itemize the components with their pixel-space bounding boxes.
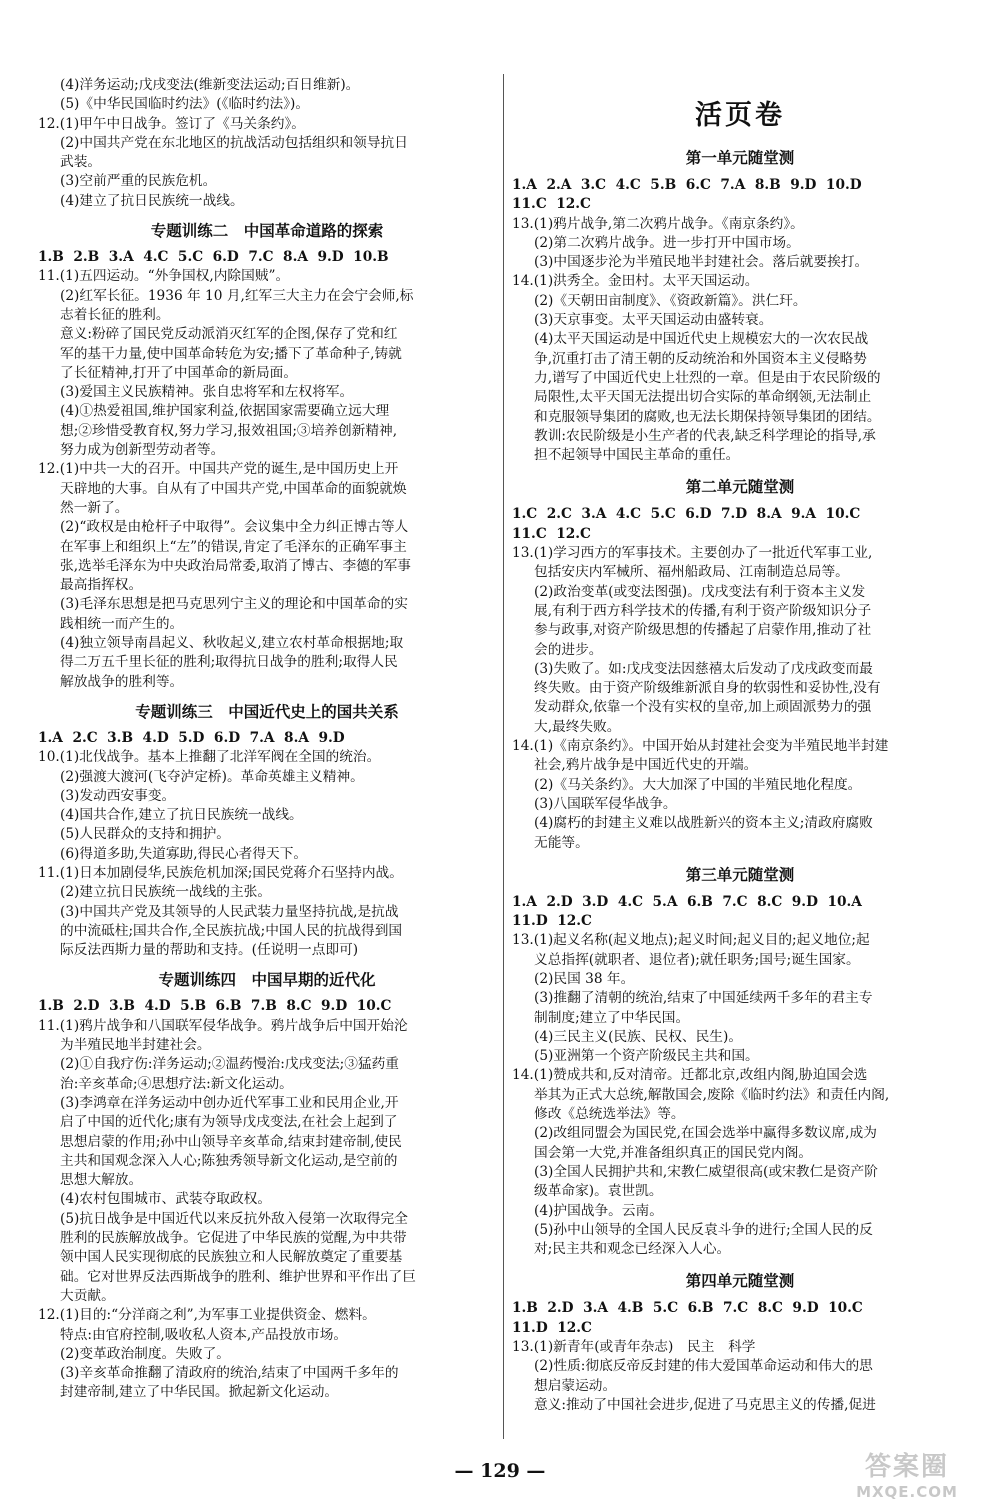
answer-line: 胜利的民族解放战争。它促进了中华民族的觉醒,为中共带 [60,1230,407,1247]
answer-line: 思想大解放。 [60,1172,143,1189]
answer-line: 际反法西斯力量的帮助和支持。(任说明一点即可) [60,942,359,959]
answer-line: (3)辛亥革命推翻了清政府的统治,结束了中国两千多年的 [60,1365,399,1382]
answer-line: (3)发动西安事变。 [60,787,176,804]
answer-line: 14.(1)《南京条约》。中国开始从封建社会变为半殖民地半封建 [512,738,889,755]
answer-line: 想启蒙运动。 [534,1377,617,1394]
answer-line: (2)中国共产党在东北地区的抗战活动包括组织和领导抗日 [60,134,408,151]
answer-line: 会的进步。 [534,641,603,658]
answer-line: (3)空前严重的民族危机。 [60,173,217,190]
answer-key-line: 1.A 2.D 3.D 4.C 5.A 6.B 7.C 8.C 9.D 10.A [512,893,862,910]
answer-line: (2)第二次鸦片战争。进一步打开中国市场。 [534,234,800,251]
answer-line: (2)“政权是由枪杆子中取得”。会议集中全力纠正博古等人 [60,519,409,536]
answer-line: (2)改组同盟会为国民党,在国会选举中赢得多数议席,成为 [534,1125,877,1142]
answer-line: 大贡献。 [60,1287,115,1304]
answer-line: 级革命家)。袁世凯。 [534,1183,663,1200]
answer-line: (2)红军长征。1936 年 10 月,红军三大主力在会宁会师,标 [60,287,414,304]
answer-line: 意义:推动了中国社会进步,促进了马克思主义的传播,促进 [534,1396,876,1413]
answer-line: (2)政治变革(或变法图强)。戊戌变法有利于资本主义发 [534,583,866,600]
answer-line: 践相统一而产生的。 [60,615,184,632]
answer-line: 展,有利于西方科学技术的传播,有利于资产阶级知识分子 [534,602,872,619]
answer-line: 义总指挥(就职者、退位者);就任职务;国号;诞生国家。 [534,951,860,968]
answer-line: 领中国人民实现彻底的民族独立和人民解放奠定了重要基 [60,1249,403,1266]
answer-key-line: 1.B 2.B 3.A 4.C 5.C 6.D 7.C 8.A 9.D 10.B [38,249,389,266]
answer-line: 和克服领导集团的腐败,也无法长期保持领导集团的团结。 [534,408,881,425]
answer-line: 特点:由官府控制,吸收私人资本,产品投放市场。 [60,1326,348,1343]
answer-line: 10.(1)北伐战争。基本上推翻了北洋军阀在全国的统治。 [38,749,381,766]
answer-line: (4)①热爱祖国,维护国家利益,依据国家需要确立远大理 [60,403,390,420]
answer-line: 在军事上和组织上“左”的错误,肯定了毛泽东的正确军事主 [60,538,407,555]
section-heading: 第二单元随堂测 [685,478,795,497]
answer-line: 发动群众,依靠一个没有实权的皇帝,加上顽固派势力的强 [534,699,872,716]
answer-line: (3)李鸿章在洋务运动中创办近代军事工业和民用企业,开 [60,1094,399,1111]
answer-line: (4)太平天国运动是中国近代史上规模宏大的一次农民战 [534,331,869,348]
answer-line: 国会第一大党,并准备组织真正的国民党内阁。 [534,1144,813,1161]
answer-line: 志着长征的胜利。 [60,306,170,323]
right-column [512,96,968,1415]
section-heading: 专题训练四 中国早期的近代化 [158,971,376,990]
answer-line: 社会,鸦片战争是中国近代史的开端。 [534,757,758,774]
answer-line: 为半殖民地半封建社会。 [60,1037,211,1054]
answer-line: (2)①自我疗伤:洋务运动;②温药慢治:戊戌变法;③猛药重 [60,1056,399,1073]
answer-line: 包括安庆内军械所、福州船政局、江南制造总局等。 [534,564,849,581]
answer-line: (5)亚洲第一个资产阶级民主共和国。 [534,1048,759,1065]
section-heading: 专题训练二 中国革命道路的探索 [150,222,384,241]
answer-line: 解放战争的胜利等。 [60,673,184,690]
answer-line: 制制度;建立了中华民国。 [534,1009,690,1026]
watermark-text: 答案圈 [864,1452,949,1482]
answer-line: 础。它对世界反法西斯战争的胜利、维护世界和平作出了巨 [60,1268,416,1285]
answer-line: (3)中国共产党及其领导的人民武装力量坚持抗战,是抗战 [60,903,399,920]
answer-line: 12.(1)目的:“分洋商之利”,为军事工业提供资金、燃料。 [38,1307,376,1324]
answer-line: (2)《天朝田亩制度》、《资政新篇》。洪仁玕。 [534,292,807,309]
answer-line: 11.(1)鸦片战争和八国联军侵华战争。鸦片战争后中国开始沦 [38,1017,408,1034]
answer-line: 力,谱写了中国近代史上壮烈的一章。但是由于农民阶级的 [534,369,881,386]
answer-line: 争,沉重打击了清王朝的反动统治和外国资本主义侵略势 [534,350,867,367]
answer-line: (6)得道多助,失道寡助,得民心者得天下。 [60,845,308,862]
answer-line: (2)性质:彻底反帝反封建的伟大爱国革命运动和伟大的思 [534,1358,873,1375]
answer-line: (2)民国 38 年。 [534,970,635,987]
answer-line: (2)建立抗日民族统一战线的主张。 [60,884,272,901]
section-heading: 第三单元随堂测 [685,865,795,884]
answer-line: (3)推翻了清朝的统治,结束了中国延续两千多年的君主专 [534,990,873,1007]
answer-line: (2)强渡大渡河(飞夺泸定桥)。革命英雄主义精神。 [60,768,364,785]
answer-line: (5)孙中山领导的全国人民反袁斗争的进行;全国人民的反 [534,1221,873,1238]
answer-line: 想;②珍惜受教育权,努力学习,报效祖国;③培养创新精神, [60,422,398,439]
answer-line: (5)人民群众的支持和拥护。 [60,826,230,843]
answer-line: (4)农村包围城市、武装夺取政权。 [60,1191,272,1208]
page-title: 活页卷 [695,100,785,131]
section-heading: 第一单元随堂测 [685,149,795,167]
answer-line: 然一新了。 [60,499,129,516]
section-heading: 第四单元随堂测 [685,1272,795,1291]
answer-line: (3)毛泽东思想是把马克思列宁主义的理论和中国革命的实 [60,596,408,613]
answer-line: 最高指挥权。 [60,577,143,594]
answer-line: 治:辛亥革命;④思想疗法:新文化运动。 [60,1075,293,1092]
answer-line: (4)国共合作,建立了抗日民族统一战线。 [60,807,303,824]
answer-line: 举其为正式大总统,解散国会,废除《临时约法》和责任内阁, [534,1086,890,1103]
answer-key-line: 11.D 12.C [512,913,592,930]
answer-line: (4)洋务运动;戊戌变法(维新变法运动;百日维新)。 [60,77,360,93]
answer-line: 局限性,太平天国无法提出切合实际的革命纲领,无法制止 [534,389,872,406]
answer-line: 13.(1)起义名称(起义地点);起义时间;起义目的;起义地位;起 [512,932,870,949]
answer-line: 14.(1)洪秀全。金田村。太平天国运动。 [512,273,759,290]
watermark-url: MXQE.COM [856,1483,958,1501]
answer-line: 无能等。 [534,834,589,851]
answer-line: 终失败。由于资产阶级维新派自身的软弱性和妥协性,没有 [534,680,881,697]
answer-line: 大,最终失败。 [534,718,621,735]
answer-key-line: 1.C 2.C 3.A 4.C 5.C 6.D 7.D 8.A 9.A 10.C [512,506,861,523]
answer-line: 张,选举毛泽东为中央政治局常委,取消了博古、李德的军事 [60,557,411,574]
left-column [38,76,496,1403]
section-heading: 专题训练三 中国近代史上的国共关系 [135,702,399,721]
answer-line: (3)中国逐步沦为半殖民地半封建社会。落后就要挨打。 [534,254,869,271]
answer-line: (3)天京事变。太平天国运动由盛转衰。 [534,312,773,329]
answer-line: 得二万五千里长征的胜利;取得抗日战争的胜利;取得人民 [60,654,398,671]
answer-line: 封建帝制,建立了中华民国。掀起新文化运动。 [60,1384,339,1401]
answer-line: 12.(1)中共一大的召开。中国共产党的诞生,是中国历史上开 [38,461,399,478]
answer-key-line: 11.C 12.C [512,196,591,213]
answer-line: 思想启蒙的作用;孙中山领导辛亥革命,结束封建帝制,使民 [60,1133,402,1150]
page-number: — 129 — [454,1460,546,1482]
answer-key-line: 11.C 12.C [512,525,591,542]
answer-key-line: 1.B 2.D 3.A 4.B 5.C 6.B 7.C 8.C 9.D 10.C [512,1300,863,1317]
answer-line: (4)护国战争。云南。 [534,1202,663,1219]
answer-line: 12.(1)甲午中日战争。签订了《马关条约》。 [38,115,305,132]
answer-line: 的中流砥柱;国共合作,全民族抗战;中国人民的抗战得到国 [60,922,403,939]
answer-line: 13.(1)新青年(或青年杂志) 民主 科学 [512,1339,756,1356]
answer-line: 13.(1)鸦片战争,第二次鸦片战争。《南京条约》。 [512,215,804,232]
answer-key-line: 11.D 12.C [512,1319,592,1336]
answer-line: 修改《总统选举法》等。 [534,1106,685,1123]
answer-line: 11.(1)日本加剧侵华,民族危机加深;国民党蒋介石坚持内战。 [38,864,403,881]
answer-line: 对;民主共和观念已经深入人心。 [534,1241,731,1258]
answer-line: 了长征精神,打开了中国革命的新局面。 [60,364,298,381]
answer-line: 13.(1)学习西方的军事技术。主要创办了一批近代军事工业, [512,545,873,562]
answer-line: 努力成为创新型劳动者等。 [60,442,225,459]
answer-line: 担不起领导中国民主革命的重任。 [534,447,740,464]
answer-line: (4)三民主义(民族、民权、民生)。 [534,1028,743,1045]
answer-key-line: 1.B 2.D 3.B 4.D 5.B 6.B 7.B 8.C 9.D 10.C [38,998,392,1015]
answer-line: 参与政事,对资产阶级思想的传播起了启蒙作用,推动了社 [534,622,872,639]
answer-line: 武装。 [60,154,102,171]
answer-line: (3)失败了。如:戊戌变法因慈禧太后发动了戊戌政变而最 [534,660,873,677]
answer-key-line: 1.A 2.C 3.B 4.D 5.D 6.D 7.A 8.A 9.D [38,729,345,746]
answer-line: (2)变革政治制度。失败了。 [60,1345,230,1362]
answer-line: 启了中国的近代化;康有为领导戊戌变法,在社会上起到了 [60,1114,398,1131]
column-divider [503,74,504,1439]
answer-line: (4)独立领导南昌起义、秋收起义,建立农村革命根据地;取 [60,635,404,652]
answer-line: 主共和国观念深入人心;陈独秀领导新文化运动,是空前的 [60,1152,398,1169]
answer-line: 11.(1)五四运动。“外争国权,内除国贼”。 [38,268,290,285]
answer-line: (4)建立了抗日民族统一战线。 [60,192,244,209]
watermark-logo [832,1446,982,1500]
answer-line: (4)腐朽的封建主义难以战胜新兴的资本主义;清政府腐败 [534,815,873,832]
answer-line: (5)《中华民国临时约法》(《临时约法》)。 [60,96,310,113]
answer-line: (5)抗日战争是中国近代以来反抗外敌入侵第一次取得完全 [60,1210,408,1227]
answer-line: 14.(1)赞成共和,反对清帝。迁都北京,改组内阁,胁迫国会选 [512,1067,868,1084]
answer-line: (3)爱国主义民族精神。张自忠将军和左权将军。 [60,384,354,401]
answer-key-line: 1.A 2.A 3.C 4.C 5.B 6.C 7.A 8.B 9.D 10.D [512,177,862,193]
answer-line: (3)八国联军侵华战争。 [534,795,677,812]
answer-line: 教训:农民阶级是小生产者的代表,缺乏科学理论的指导,承 [534,427,876,444]
answer-line: 天辟地的大事。自从有了中国共产党,中国革命的面貌就焕 [60,480,407,497]
answer-line: 军的基干力量,使中国革命转危为安;播下了革命种子,铸就 [60,345,402,362]
answer-line: 意义:粉碎了国民党反动派消灭红军的企图,保存了党和红 [60,326,398,343]
answer-line: (2)《马关条约》。大大加深了中国的半殖民地化程度。 [534,776,862,793]
answer-line: (3)全国人民拥护共和,宋教仁威望很高(或宋教仁是资产阶 [534,1163,878,1180]
